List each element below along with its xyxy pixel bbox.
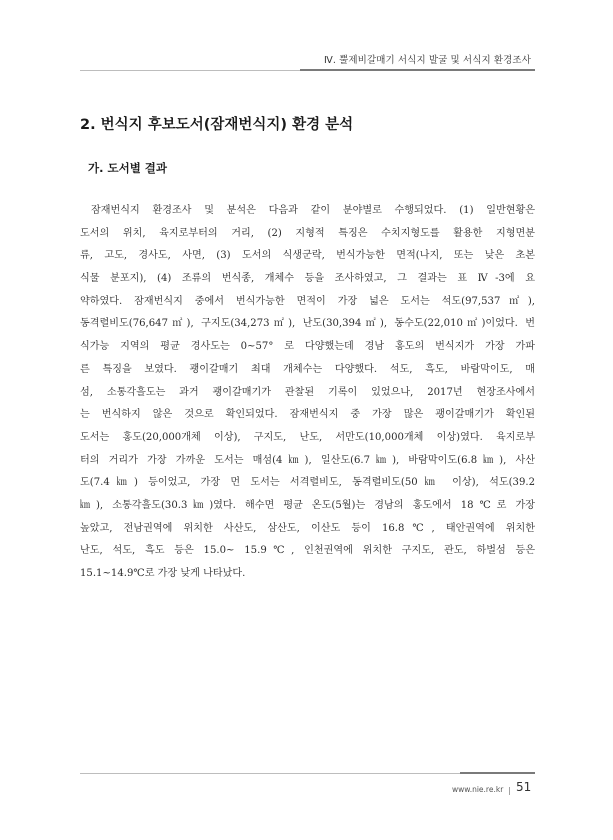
paragraph-line: ㎞), 소통각흘도(30.3㎞)였다. 해수면 평균 온도(5월)는 경남의 홍도에서 18℃로 가장 <box>80 499 535 511</box>
paragraph-line: 도서의 위치, 육지로부터의 거리, (2) 지형적 특징은 수치지형도를 활용한 지형면분 <box>80 227 535 239</box>
chapter-header-title: Ⅳ. 뿔제비갈매기 서식지 발굴 및 서식지 환경조사 <box>324 55 531 66</box>
footer-url: www.nie.re.kr <box>452 785 504 794</box>
paragraph-line: 높았고, 전남권역에 위치한 사산도, 삼산도, 이산도 등이 16.8℃, 태안권역에 위치한 <box>80 522 535 534</box>
paragraph-line: 식물 분포지), (4) 조류의 번식종, 개체수 등을 조사하였고, 그 결과는 표 Ⅳ-3에 요 <box>80 273 535 285</box>
footer-separator: | <box>508 786 511 795</box>
paragraph-line: 터의 거리가 가장 가까운 도서는 매섬(4㎞), 일산도(6.7㎞), 바람막이도(6.8㎞), 사산 <box>80 454 535 466</box>
paragraph-line: 난도, 석도, 흑도 등은 15.0~ 15.9℃, 인천권역에 위치한 구지도, 관도, 하벌섬 등은 <box>80 545 535 557</box>
paragraph-line: 15.1~14.9℃로 가장 낮게 나타났다. <box>80 568 246 579</box>
paragraph-line: 는 번식하지 않은 것으로 확인되었다. 잠재번식지 중 가장 많은 괭이갈매기가 확인된 <box>80 409 535 421</box>
body-paragraph <box>80 200 535 586</box>
section-title: 2. 번식지 후보도서(잠재번식지) 환경 분석 <box>80 117 354 133</box>
paragraph-line: 류, 고도, 경사도, 사면, (3) 도서의 식생군락, 번식가능한 면적(나지, 또는 낮은 초본 <box>80 250 535 262</box>
paragraph-line: 섬, 소통각흘도는 과거 괭이갈매기가 관찰된 기록이 있었으나, 2017년 현장조사에서 <box>80 386 535 398</box>
subsection-title: 가. 도서별 결과 <box>88 161 168 175</box>
page-number: 51 <box>516 780 532 794</box>
paragraph-line: 잠재번식지 환경조사 및 분석은 다음과 같이 분야별로 수행되었다. (1) 일반현황은 <box>91 205 535 216</box>
paragraph-line: 약하였다. 잠재번식지 중에서 번식가능한 면적이 가장 넓은 도서는 석도(97,537㎡), <box>80 295 535 307</box>
paragraph-line: 도서는 홍도(20,000개체 이상), 구지도, 난도, 서만도(10,000개체 이상)였다. 육지로부 <box>80 431 535 443</box>
paragraph-line: 른 특징을 보였다. 괭이갈매기 최대 개체수는 다양했다. 석도, 흑도, 바람막이도, 매 <box>80 363 535 375</box>
footer-divider-accent <box>460 772 535 774</box>
paragraph-line: 식가능 지역의 평균 경사도는 0~57° 로 다양했는데 경남 홍도의 번식지가 가장 가파 <box>80 341 535 353</box>
paragraph-line: 동격렬비도(76,647㎡), 구지도(34,273㎡), 난도(30,394㎡), 동수도(22,010㎡)이었다. 번 <box>80 318 535 330</box>
header-divider-accent <box>300 69 535 71</box>
paragraph-line: 도(7.4㎞) 등이었고, 가장 먼 도서는 서격렬비도, 동격렬비도(50㎞ 이상), 석도(39.2 <box>80 477 535 489</box>
